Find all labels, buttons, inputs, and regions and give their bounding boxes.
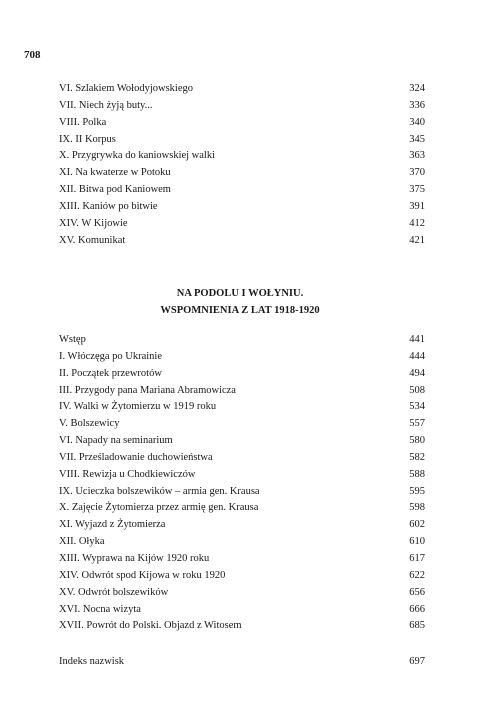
toc-entry-page-number: 622 — [409, 569, 425, 581]
toc-entry-page-number: 602 — [409, 519, 425, 531]
toc-entry-title: X. Przygrywka do kaniowskiej walki — [59, 150, 216, 162]
toc-entry — [59, 450, 425, 467]
toc-entry-page-number: 375 — [409, 184, 425, 196]
toc-entry-page-number: 391 — [409, 200, 425, 212]
section-heading-line-2: WSPOMNIENIA Z LAT 1918-1920 — [160, 305, 320, 316]
toc-entry — [59, 484, 425, 501]
toc-list-part-2 — [59, 332, 425, 635]
toc-entry — [59, 148, 425, 165]
toc-entry-title: V. Bolszewicy — [59, 418, 120, 430]
toc-entry-title: II. Początek przewrotów — [59, 367, 162, 379]
toc-entry — [59, 81, 425, 98]
toc-entry-page-number: 685 — [409, 620, 425, 632]
toc-entry — [59, 165, 425, 182]
toc-entry-title: VIII. Rewizja u Chodkiewiczów — [59, 468, 196, 480]
toc-entry — [59, 115, 425, 132]
toc-entry-page-number: 444 — [409, 350, 425, 362]
toc-entry — [59, 551, 425, 568]
toc-entry — [59, 433, 425, 450]
toc-entry-page-number: 610 — [409, 536, 425, 548]
toc-entry-title: XIV. W Kijowie — [59, 217, 128, 229]
toc-entry-title: IX. Ucieczka bolszewików – armia gen. Krausa — [59, 485, 260, 497]
toc-entry-title: VII. Niech żyją buty... — [59, 99, 153, 111]
toc-entry-title: VIII. Polka — [59, 116, 107, 128]
toc-entry-title: IV. Walki w Żytomierzu w 1919 roku — [59, 401, 217, 413]
toc-entry-page-number: 421 — [409, 234, 425, 246]
toc-entry — [59, 618, 425, 635]
toc-entry-page-number: 598 — [409, 502, 425, 514]
toc-entry-page-number: 345 — [409, 133, 425, 145]
toc-entry — [59, 500, 425, 517]
toc-entry-title: VII. Prześladowanie duchowieństwa — [59, 451, 213, 463]
toc-entry-page-number: 656 — [409, 586, 425, 598]
toc-entry-page-number: 494 — [409, 367, 425, 379]
toc-entry-page-number: 441 — [409, 334, 425, 345]
toc-entry-page-number: 412 — [409, 217, 425, 229]
toc-entry — [59, 199, 425, 216]
toc-entry-title: XI. Wyjazd z Żytomierza — [59, 519, 166, 531]
toc-entry — [59, 132, 425, 149]
toc-entry-title: XIV. Odwrót spod Kijowa w roku 1920 — [59, 569, 226, 581]
toc-entry — [59, 366, 425, 383]
toc-entry — [59, 517, 425, 534]
toc-entry — [59, 568, 425, 585]
toc-entry-page-number: 697 — [409, 656, 425, 667]
toc-entry-page-number: 557 — [409, 418, 425, 430]
toc-entry — [59, 416, 425, 433]
toc-entry-page-number: 370 — [409, 167, 425, 179]
toc-entry-title: XIII. Wyprawa na Kijów 1920 roku — [59, 552, 210, 564]
toc-entry-title: XVI. Nocna wizyta — [59, 603, 141, 615]
toc-entry-title: X. Zajęcie Żytomierza przez armię gen. Krausa — [59, 502, 259, 514]
toc-entry — [59, 534, 425, 551]
toc-entry — [59, 654, 425, 671]
toc-entry-title: VI. Napady na seminarium — [59, 435, 173, 447]
section-heading-line-1: NA PODOLU I WOŁYNIU. — [176, 288, 304, 299]
toc-entry-page-number: 595 — [409, 485, 425, 497]
toc-entry-page-number: 534 — [409, 401, 425, 413]
toc-entry-title: XI. Na kwaterze w Potoku — [59, 167, 171, 179]
toc-entry-title: XII. Ołyka — [59, 536, 105, 548]
toc-entry-page-number: 588 — [409, 468, 425, 480]
toc-entry-page-number: 336 — [409, 99, 425, 111]
toc-entry — [59, 585, 425, 602]
toc-entry-title: XV. Komunikat — [59, 234, 126, 246]
toc-entry — [59, 98, 425, 115]
toc-list-index — [59, 654, 425, 671]
toc-entry-title: XII. Bitwa pod Kaniowem — [59, 184, 171, 196]
page-number: 708 — [24, 49, 41, 61]
toc-entry-page-number: 666 — [409, 603, 425, 615]
toc-entry-title: Wstęp — [59, 334, 86, 345]
toc-entry-page-number: 580 — [409, 435, 425, 447]
toc-entry-title: VI. Szlakiem Wołodyjowskiego — [59, 83, 193, 94]
toc-entry — [59, 602, 425, 619]
toc-entry-page-number: 363 — [409, 150, 425, 162]
toc-entry-title: III. Przygody pana Mariana Abramowicza — [59, 384, 236, 396]
toc-entry-title: Indeks nazwisk — [59, 656, 125, 667]
toc-entry-title: IX. II Korpus — [59, 133, 116, 145]
toc-entry-title: XV. Odwrót bolszewików — [59, 586, 169, 598]
toc-entry — [59, 332, 425, 349]
toc-entry-page-number: 582 — [409, 451, 425, 463]
toc-entry-page-number: 340 — [409, 116, 425, 128]
toc-entry-title: I. Włóczęga po Ukrainie — [59, 350, 163, 362]
toc-entry — [59, 349, 425, 366]
toc-entry-page-number: 508 — [409, 384, 425, 396]
toc-list-part-1 — [59, 81, 425, 249]
toc-entry-title: XIII. Kaniów po bitwie — [59, 200, 158, 212]
toc-entry — [59, 467, 425, 484]
toc-entry — [59, 182, 425, 199]
toc-entry — [59, 399, 425, 416]
toc-entry-title: XVII. Powrót do Polski. Objazd z Witosem — [59, 620, 242, 632]
toc-entry — [59, 216, 425, 233]
toc-entry-page-number: 324 — [409, 83, 425, 94]
toc-entry — [59, 383, 425, 400]
toc-entry-page-number: 617 — [409, 552, 425, 564]
toc-entry — [59, 233, 425, 250]
